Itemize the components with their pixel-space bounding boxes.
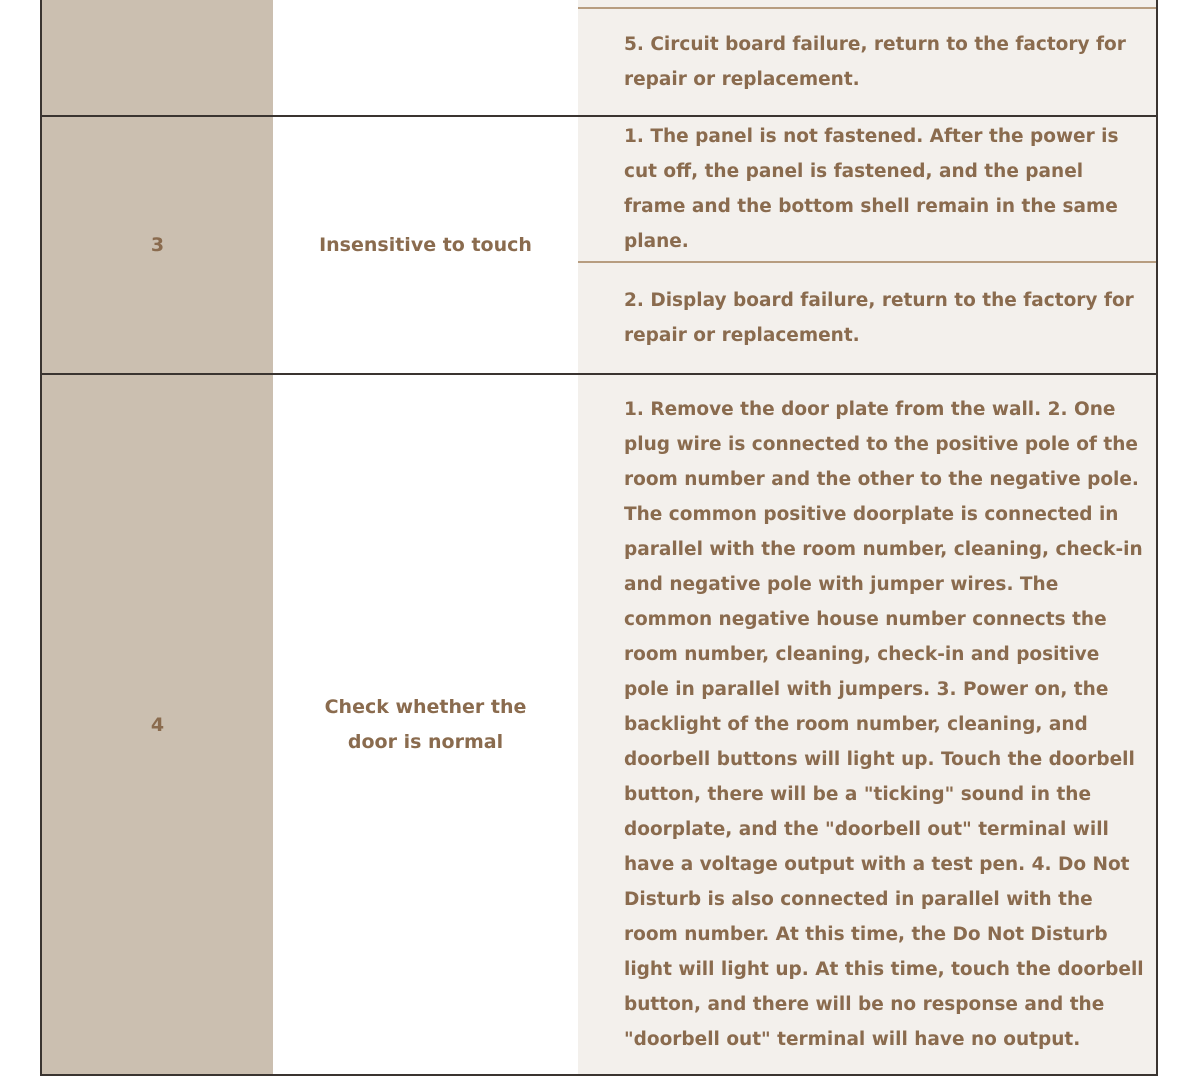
solution-item [578,9,1156,115]
issue-cell [273,375,578,1074]
issue-text: Check whether the door is normal [324,695,527,753]
solution-text: 2. Display board failure, return to the factory for repair or replacement. [624,290,1134,346]
issue-text: Insensitive to touch [319,233,532,256]
solution-text: 1. Remove the door plate from the wall. 2. One plug wire is connected to the positive pole of the room number and the other to the negative pole. The common positive doorplate is connected in parallel with the room number, cleaning, check-in and negative pole with jumper wires. The common negative house number connects the room number, cleaning, check-in and positive pole in parallel with jumpers. 3. Power on, the backlight of the room number, cleaning, and doorbell buttons will light up. Touch the doorbell button, there will be a "ticking" sound in the doorplate, and the "doorbell out" terminal will have a voltage output with a test pen. 4. Do Not Disturb is also connected in parallel with the room number. At this time, the Do Not Disturb light will light up. At this time, touch the doorbell button, and there will be no response and the "doorbell out" terminal will have no output. [624,399,1144,1050]
row-number: 4 [150,713,165,736]
row-number-cell [42,375,273,1074]
table-row [42,0,1156,117]
issue-cell [273,117,578,373]
solution-cell [578,375,1156,1074]
row-number-cell [42,117,273,373]
solution-item [578,375,1156,1074]
solution-item [578,263,1156,373]
issue-cell [273,0,578,115]
table-row [42,117,1156,375]
solution-text: 1. The panel is not fastened. After the power is cut off, the panel is fastened, and the panel frame and the bottom shell remain in the same plane. [624,126,1119,252]
table-row [42,375,1156,1074]
solution-text: 5. Circuit board failure, return to the factory for repair or replacement. [624,34,1126,90]
row-number-cell [42,0,273,115]
solution-item [578,117,1156,263]
troubleshooting-table [40,0,1158,1076]
solution-cell [578,0,1156,115]
solution-cell [578,117,1156,373]
row-number: 3 [150,234,165,256]
